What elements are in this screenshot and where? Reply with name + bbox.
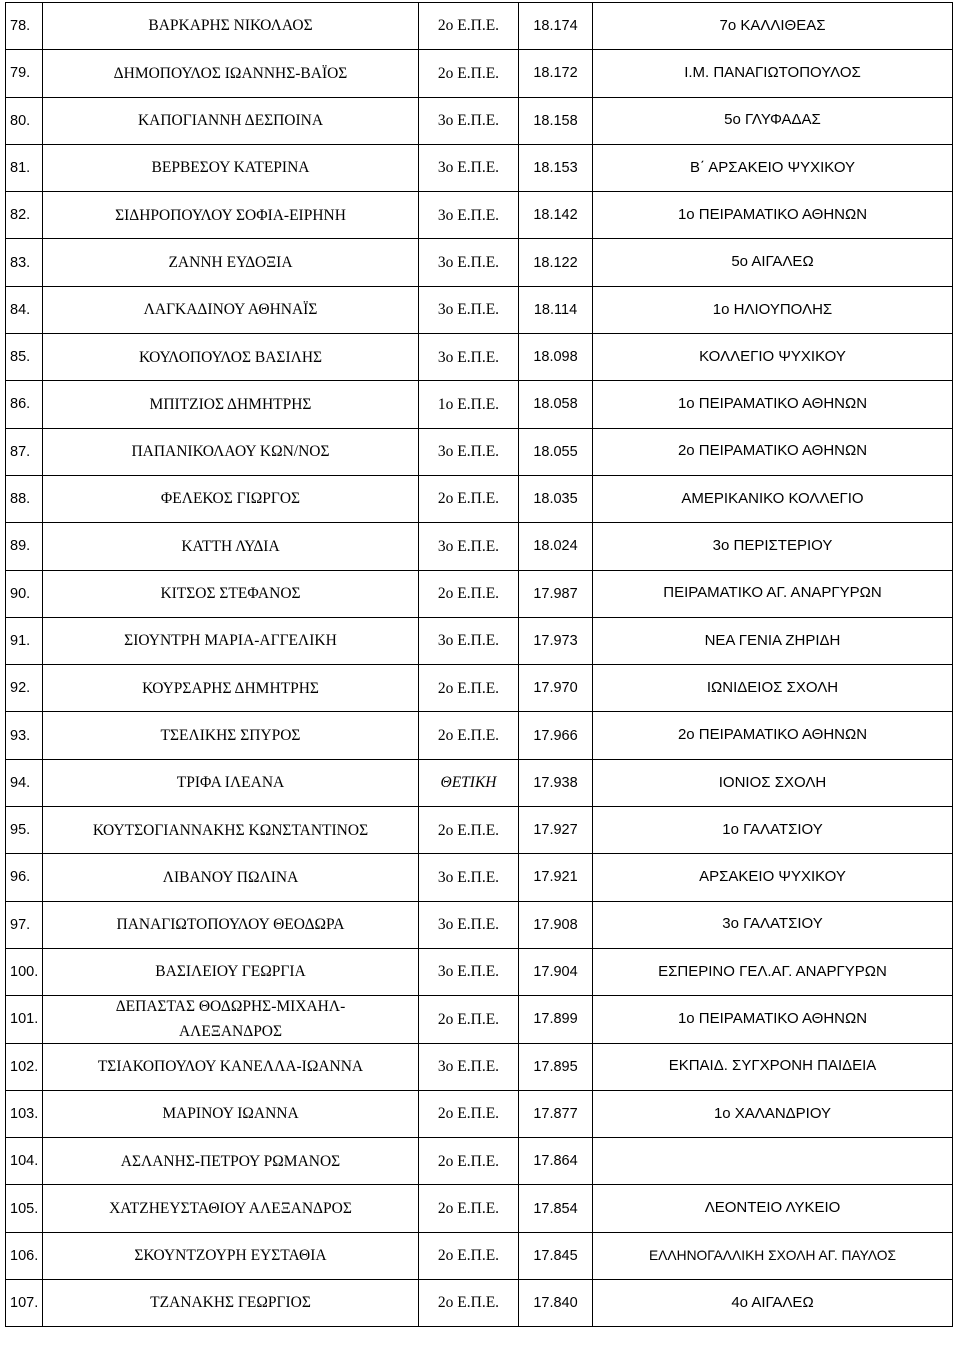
name-cell: ΖΑΝΝΗ ΕΥΔΟΞΙΑ — [43, 239, 419, 286]
rank-cell: 97. — [6, 901, 43, 948]
score-cell: 17.921 — [519, 854, 593, 901]
table-row — [6, 1280, 953, 1327]
score-cell: 17.899 — [519, 996, 593, 1043]
category-cell: 3ο Ε.Π.Ε. — [419, 901, 519, 948]
table-row — [6, 3, 953, 50]
rank-cell: 106. — [6, 1232, 43, 1279]
school-cell: 5ο ΑΙΓΑΛΕΩ — [593, 239, 953, 286]
school-cell: 2ο ΠΕΙΡΑΜΑΤΙΚΟ ΑΘΗΝΩΝ — [593, 428, 953, 475]
name-cell: ΠΑΝΑΓΙΩΤΟΠΟΥΛΟΥ ΘΕΟΔΩΡΑ — [43, 901, 419, 948]
score-cell: 17.927 — [519, 807, 593, 854]
table-row — [6, 286, 953, 333]
score-cell: 18.153 — [519, 144, 593, 191]
name-cell: ΔΗΜΟΠΟΥΛΟΣ ΙΩΑΝΝΗΣ-ΒΑΪΟΣ — [43, 50, 419, 97]
name-cell: ΑΣΛΑΝΗΣ-ΠΕΤΡΟΥ ΡΩΜΑΝΟΣ — [43, 1138, 419, 1185]
rank-cell: 83. — [6, 239, 43, 286]
category-cell: 3ο Ε.Π.Ε. — [419, 334, 519, 381]
table-row — [6, 97, 953, 144]
score-cell: 17.904 — [519, 948, 593, 995]
table-row — [6, 759, 953, 806]
school-cell: 1ο ΠΕΙΡΑΜΑΤΙΚΟ ΑΘΗΝΩΝ — [593, 192, 953, 239]
school-cell: ΑΜΕΡΙΚΑΝΙΚΟ ΚΟΛΛΕΓΙΟ — [593, 475, 953, 522]
name-cell: ΒΑΡΚΑΡΗΣ ΝΙΚΟΛΑΟΣ — [43, 3, 419, 50]
school-cell: ΕΚΠΑΙΔ. ΣΥΓΧΡΟΝΗ ΠΑΙΔΕΙΑ — [593, 1043, 953, 1090]
rank-cell: 80. — [6, 97, 43, 144]
category-cell: 3ο Ε.Π.Ε. — [419, 854, 519, 901]
rank-cell: 103. — [6, 1090, 43, 1137]
score-cell: 17.908 — [519, 901, 593, 948]
school-cell: Β΄ ΑΡΣΑΚΕΙΟ ΨΥΧΙΚΟΥ — [593, 144, 953, 191]
table-row — [6, 381, 953, 428]
school-cell: 3ο ΠΕΡΙΣΤΕΡΙΟΥ — [593, 523, 953, 570]
name-cell: ΧΑΤΖΗΕΥΣΤΑΘΙΟΥ ΑΛΕΞΑΝΔΡΟΣ — [43, 1185, 419, 1232]
rank-cell: 88. — [6, 475, 43, 522]
category-cell: 2ο Ε.Π.Ε. — [419, 1138, 519, 1185]
category-cell: 3ο Ε.Π.Ε. — [419, 523, 519, 570]
table-row — [6, 523, 953, 570]
rank-cell: 78. — [6, 3, 43, 50]
table-row — [6, 665, 953, 712]
category-cell: 2ο Ε.Π.Ε. — [419, 570, 519, 617]
name-cell: ΒΕΡΒΕΣΟΥ ΚΑΤΕΡΙΝΑ — [43, 144, 419, 191]
school-cell: 4ο ΑΙΓΑΛΕΩ — [593, 1280, 953, 1327]
category-cell: 3ο Ε.Π.Ε. — [419, 144, 519, 191]
score-cell: 17.845 — [519, 1232, 593, 1279]
category-cell: 3ο Ε.Π.Ε. — [419, 239, 519, 286]
score-cell: 17.973 — [519, 617, 593, 664]
rank-cell: 107. — [6, 1280, 43, 1327]
table-row — [6, 1090, 953, 1137]
category-cell: 3ο Ε.Π.Ε. — [419, 948, 519, 995]
school-cell: ΚΟΛΛΕΓΙΟ ΨΥΧΙΚΟΥ — [593, 334, 953, 381]
rank-cell: 105. — [6, 1185, 43, 1232]
name-cell: ΛΙΒΑΝΟΥ ΠΩΛΙΝΑ — [43, 854, 419, 901]
name-cell: ΚΑΠΟΓΙΑΝΝΗ ΔΕΣΠΟΙΝΑ — [43, 97, 419, 144]
score-cell: 17.877 — [519, 1090, 593, 1137]
school-cell: ΙΟΝΙΟΣ ΣΧΟΛΗ — [593, 759, 953, 806]
rank-cell: 89. — [6, 523, 43, 570]
results-table — [5, 2, 953, 1327]
score-cell: 18.174 — [519, 3, 593, 50]
school-cell: ΝΕΑ ΓΕΝΙΑ ΖΗΡΙΔΗ — [593, 617, 953, 664]
name-cell: ΚΟΥΛΟΠΟΥΛΟΣ ΒΑΣΙΛΗΣ — [43, 334, 419, 381]
table-row — [6, 1043, 953, 1090]
school-cell: 1ο ΓΑΛΑΤΣΙΟΥ — [593, 807, 953, 854]
category-cell: 2ο Ε.Π.Ε. — [419, 1232, 519, 1279]
rank-cell: 100. — [6, 948, 43, 995]
name-cell: ΜΑΡΙΝΟΥ ΙΩΑΝΝΑ — [43, 1090, 419, 1137]
name-cell: ΦΕΛΕΚΟΣ ΓΙΩΡΓΟΣ — [43, 475, 419, 522]
rank-cell: 101. — [6, 996, 43, 1043]
name-line: ΑΛΕΞΑΝΔΡΟΣ — [178, 1023, 283, 1041]
school-cell: 2ο ΠΕΙΡΑΜΑΤΙΚΟ ΑΘΗΝΩΝ — [593, 712, 953, 759]
school-cell: ΠΕΙΡΑΜΑΤΙΚΟ ΑΓ. ΑΝΑΡΓΥΡΩΝ — [593, 570, 953, 617]
name-cell: ΚΟΥΡΣΑΡΗΣ ΔΗΜΗΤΡΗΣ — [43, 665, 419, 712]
score-cell: 18.055 — [519, 428, 593, 475]
school-cell: ΕΛΛΗΝΟΓΑΛΛΙΚΗ ΣΧΟΛΗ ΑΓ. ΠΑΥΛΟΣ — [593, 1232, 953, 1279]
name-cell: ΜΠΙΤΖΙΟΣ ΔΗΜΗΤΡΗΣ — [43, 381, 419, 428]
school-cell: 1ο ΠΕΙΡΑΜΑΤΙΚΟ ΑΘΗΝΩΝ — [593, 996, 953, 1043]
score-cell: 18.098 — [519, 334, 593, 381]
school-cell: 1ο ΧΑΛΑΝΔΡΙΟΥ — [593, 1090, 953, 1137]
rank-cell: 93. — [6, 712, 43, 759]
category-cell: ΘΕΤΙΚΗ — [419, 759, 519, 806]
name-cell — [43, 996, 419, 1043]
rank-cell: 94. — [6, 759, 43, 806]
score-cell: 18.035 — [519, 475, 593, 522]
table-row — [6, 334, 953, 381]
score-cell: 17.840 — [519, 1280, 593, 1327]
table-row — [6, 1232, 953, 1279]
results-table-body — [6, 3, 953, 1327]
school-cell: 7ο ΚΑΛΛΙΘΕΑΣ — [593, 3, 953, 50]
category-cell: 2ο Ε.Π.Ε. — [419, 996, 519, 1043]
category-cell: 2ο Ε.Π.Ε. — [419, 712, 519, 759]
name-cell: ΛΑΓΚΑΔΙΝΟΥ ΑΘΗΝΑΪΣ — [43, 286, 419, 333]
rank-cell: 85. — [6, 334, 43, 381]
table-row — [6, 475, 953, 522]
name-cell: ΚΙΤΣΟΣ ΣΤΕΦΑΝΟΣ — [43, 570, 419, 617]
table-row — [6, 570, 953, 617]
school-cell: Ι.Μ. ΠΑΝΑΓΙΩΤΟΠΟΥΛΟΣ — [593, 50, 953, 97]
name-cell: ΣΙΟΥΝΤΡΗ ΜΑΡΙΑ-ΑΓΓΕΛΙΚΗ — [43, 617, 419, 664]
score-cell: 18.172 — [519, 50, 593, 97]
table-row — [6, 901, 953, 948]
school-cell — [593, 1138, 953, 1185]
rank-cell: 104. — [6, 1138, 43, 1185]
rank-cell: 87. — [6, 428, 43, 475]
name-line: ΔΕΠΑΣΤΑΣ ΘΟΔΩΡΗΣ-ΜΙΧΑΗΛ- — [115, 998, 346, 1015]
score-cell: 17.970 — [519, 665, 593, 712]
rank-cell: 95. — [6, 807, 43, 854]
score-cell: 18.122 — [519, 239, 593, 286]
category-cell: 2ο Ε.Π.Ε. — [419, 665, 519, 712]
table-row — [6, 617, 953, 664]
name-cell: ΤΡΙΦΑ ΙΛΕΑΝΑ — [43, 759, 419, 806]
rank-cell: 102. — [6, 1043, 43, 1090]
table-row — [6, 1138, 953, 1185]
category-cell: 2ο Ε.Π.Ε. — [419, 50, 519, 97]
table-row — [6, 948, 953, 995]
table-row — [6, 239, 953, 286]
rank-cell: 92. — [6, 665, 43, 712]
score-cell: 17.864 — [519, 1138, 593, 1185]
table-row — [6, 996, 953, 1043]
category-cell: 3ο Ε.Π.Ε. — [419, 97, 519, 144]
name-cell: ΣΚΟΥΝΤΖΟΥΡΗ ΕΥΣΤΑΘΙΑ — [43, 1232, 419, 1279]
school-cell: 1ο ΗΛΙΟΥΠΟΛΗΣ — [593, 286, 953, 333]
table-row — [6, 50, 953, 97]
rank-cell: 86. — [6, 381, 43, 428]
table-row — [6, 192, 953, 239]
score-cell: 17.938 — [519, 759, 593, 806]
table-row — [6, 428, 953, 475]
school-cell: 5ο ΓΛΥΦΑΔΑΣ — [593, 97, 953, 144]
score-cell: 17.895 — [519, 1043, 593, 1090]
category-cell: 2ο Ε.Π.Ε. — [419, 1185, 519, 1232]
school-cell: ΕΣΠΕΡΙΝΟ ΓΕΛ.ΑΓ. ΑΝΑΡΓΥΡΩΝ — [593, 948, 953, 995]
name-cell: ΒΑΣΙΛΕΙΟΥ ΓΕΩΡΓΙΑ — [43, 948, 419, 995]
score-cell: 18.024 — [519, 523, 593, 570]
category-cell: 3ο Ε.Π.Ε. — [419, 1043, 519, 1090]
score-cell: 18.142 — [519, 192, 593, 239]
category-cell: 2ο Ε.Π.Ε. — [419, 3, 519, 50]
category-cell: 3ο Ε.Π.Ε. — [419, 286, 519, 333]
category-cell: 2ο Ε.Π.Ε. — [419, 1090, 519, 1137]
name-cell: ΚΑΤΤΗ ΛΥΔΙΑ — [43, 523, 419, 570]
name-cell: ΚΟΥΤΣΟΓΙΑΝΝΑΚΗΣ ΚΩΝΣΤΑΝΤΙΝΟΣ — [43, 807, 419, 854]
name-cell: ΤΖΑΝΑΚΗΣ ΓΕΩΡΓΙΟΣ — [43, 1280, 419, 1327]
score-cell: 18.114 — [519, 286, 593, 333]
rank-cell: 91. — [6, 617, 43, 664]
rank-cell: 79. — [6, 50, 43, 97]
rank-cell: 96. — [6, 854, 43, 901]
table-row — [6, 712, 953, 759]
school-cell: 1ο ΠΕΙΡΑΜΑΤΙΚΟ ΑΘΗΝΩΝ — [593, 381, 953, 428]
name-cell: ΠΑΠΑΝΙΚΟΛΑΟΥ ΚΩΝ/ΝΟΣ — [43, 428, 419, 475]
school-cell: 3ο ΓΑΛΑΤΣΙΟΥ — [593, 901, 953, 948]
score-cell: 17.854 — [519, 1185, 593, 1232]
school-cell: ΛΕΟΝΤΕΙΟ ΛΥΚΕΙΟ — [593, 1185, 953, 1232]
score-cell: 18.158 — [519, 97, 593, 144]
name-cell: ΤΣΕΛΙΚΗΣ ΣΠΥΡΟΣ — [43, 712, 419, 759]
category-cell: 3ο Ε.Π.Ε. — [419, 192, 519, 239]
school-cell: ΑΡΣΑΚΕΙΟ ΨΥΧΙΚΟΥ — [593, 854, 953, 901]
rank-cell: 90. — [6, 570, 43, 617]
score-cell: 18.058 — [519, 381, 593, 428]
name-cell: ΤΣΙΑΚΟΠΟΥΛΟΥ ΚΑΝΕΛΛΑ-ΙΩΑΝΝΑ — [43, 1043, 419, 1090]
score-cell: 17.987 — [519, 570, 593, 617]
rank-cell: 84. — [6, 286, 43, 333]
category-cell: 2ο Ε.Π.Ε. — [419, 807, 519, 854]
name-cell: ΣΙΔΗΡΟΠΟΥΛΟΥ ΣΟΦΙΑ-ΕΙΡΗΝΗ — [43, 192, 419, 239]
table-row — [6, 144, 953, 191]
category-cell: 2ο Ε.Π.Ε. — [419, 1280, 519, 1327]
category-cell: 2ο Ε.Π.Ε. — [419, 475, 519, 522]
school-cell: ΙΩΝΙΔΕΙΟΣ ΣΧΟΛΗ — [593, 665, 953, 712]
category-cell: 1ο Ε.Π.Ε. — [419, 381, 519, 428]
rank-cell: 82. — [6, 192, 43, 239]
table-row — [6, 807, 953, 854]
table-row — [6, 854, 953, 901]
category-cell: 3ο Ε.Π.Ε. — [419, 428, 519, 475]
score-cell: 17.966 — [519, 712, 593, 759]
rank-cell: 81. — [6, 144, 43, 191]
category-cell: 3ο Ε.Π.Ε. — [419, 617, 519, 664]
table-row — [6, 1185, 953, 1232]
